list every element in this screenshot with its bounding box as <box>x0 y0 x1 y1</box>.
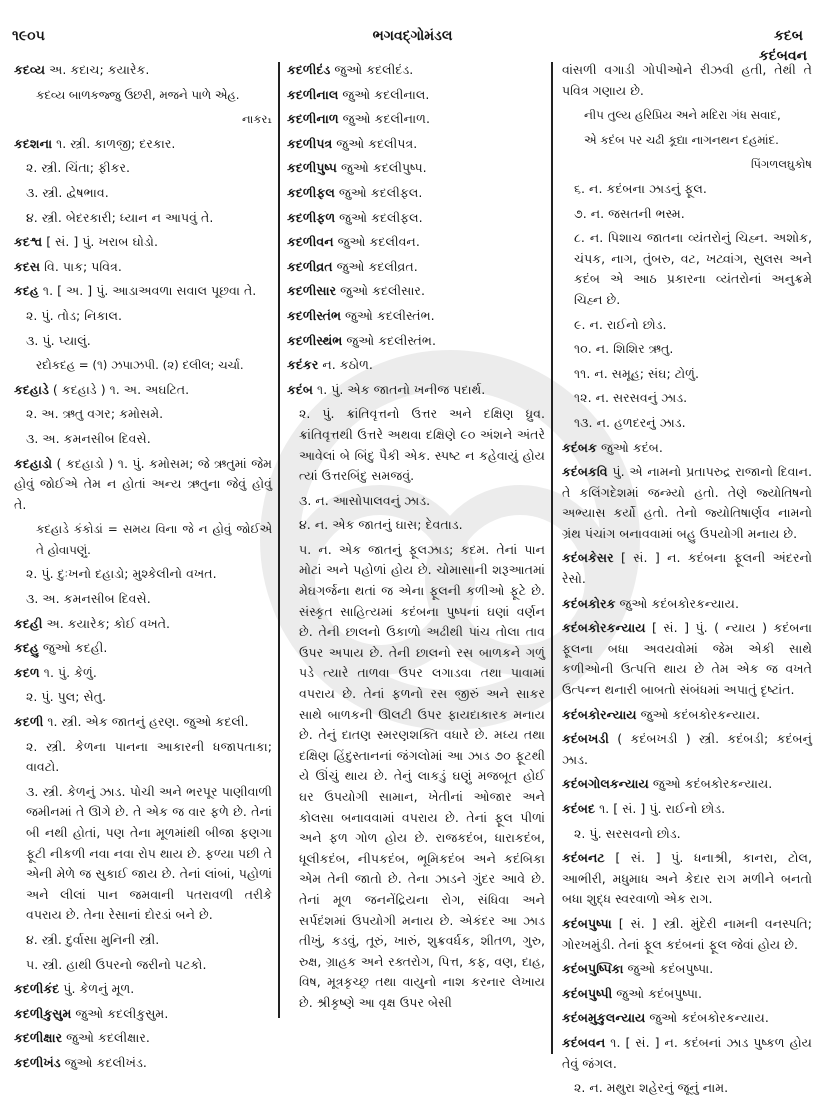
headword: કદળીખંડ <box>14 1054 61 1070</box>
sense-definition: ૩. પું. પ્યાલું. <box>26 332 91 348</box>
definition: જુઓ કદલીકુસુમ. <box>71 1005 169 1021</box>
definition: જુઓ કદહી. <box>38 640 108 656</box>
dictionary-entry <box>14 1028 272 1049</box>
headword: કદંબપુષ્પિકા <box>562 961 624 977</box>
dictionary-entry <box>14 712 272 733</box>
page-number: ૧૯૦૫ <box>12 28 45 44</box>
guide-word-first: કદબ <box>774 28 803 44</box>
quote-attribution: પિંગળલઘુકોષ <box>750 157 812 172</box>
definition: જુઓ કદલીફલ. <box>334 184 423 200</box>
headword: કદળીપત્ર <box>287 135 333 151</box>
dictionary-entry <box>562 799 812 820</box>
headword: કદંબકોરકન્યાય <box>562 620 646 636</box>
headword: કદસ <box>14 258 41 274</box>
sense-definition: ૨. પું. તોડ; નિકાલ. <box>26 307 122 323</box>
headword: કદંબનટ <box>562 850 605 866</box>
definition: ૧. [ સં. ] પું. રાઈનો છોડ. <box>595 801 726 816</box>
dictionary-entry <box>14 454 272 516</box>
column-divider <box>278 62 280 1018</box>
dictionary-entry <box>287 380 545 401</box>
dictionary-entry <box>14 257 272 278</box>
headword: કદંબકવિ <box>562 464 608 480</box>
dictionary-entry <box>287 109 545 130</box>
dictionary-entry <box>562 594 812 615</box>
dictionary-entry <box>287 331 545 352</box>
sense-definition: ૪. સ્ત્રી. દુર્વાસા મુનિની સ્ત્રી. <box>26 931 160 947</box>
dictionary-entry <box>14 663 272 684</box>
headword: કદંબવન <box>562 1034 606 1050</box>
definition: જુઓ કદલીપત્ર. <box>332 135 418 151</box>
headword: કદંબકેસર <box>562 550 614 566</box>
definition: [ સં. ] પું. ધનાશ્રી, કાનરા, ટોલ, આભીરી, મધુમાધ અને કેદાર રાગ મળીને બનતો બધા શુદ્ધ સ્વરવાળો એક રાગ. <box>562 850 812 907</box>
sense-definition: ૨. પું. સરસવનો છોડ. <box>574 825 681 841</box>
definition: જુઓ કદલીદંડ. <box>330 62 414 77</box>
dictionary-entry <box>14 134 272 155</box>
sense-definition: ૨. સ્ત્રી. ચિંતા; ફીકર. <box>26 160 131 176</box>
headword: કદળીનાળ <box>287 111 339 127</box>
dictionary-entry <box>14 1004 272 1025</box>
dictionary-entry <box>562 729 812 770</box>
definition: જુઓ કદંબ. <box>596 439 663 455</box>
dictionary-entry <box>562 705 812 726</box>
definition: ૧. [ સં. ] ન. કદંબનાં ઝાડ પુષ્કળ હોય તેવું જંગલ. <box>562 1034 812 1071</box>
definition: જુઓ કદંબકોરકન્યાય. <box>636 706 761 722</box>
definition: જુઓ કદંબકોરકન્યાય. <box>645 1010 769 1026</box>
headword: કદંબક <box>562 439 597 455</box>
sense-definition: ૩. અ. કમનસીબ દિવસે. <box>26 591 151 607</box>
definition: જુઓ કદલીનાલ. <box>338 86 430 102</box>
sense-definition: ૪. ન. એક જાતનું ઘાસ; દેવતાડ. <box>299 517 463 533</box>
headword: કદહાડો <box>14 455 53 471</box>
sense-definition: ૩. સ્ત્રી. દ્વેષભાવ. <box>26 184 109 200</box>
sense-definition: ૧૨. ન. સરસવનું ઝાડ. <box>574 390 688 406</box>
headword: કદંબગોલકન્યાય <box>562 776 649 792</box>
dictionary-entry <box>562 548 812 589</box>
sense-definition: ૯. ન. રાઈનો છોડ. <box>574 316 667 332</box>
definition: [ સં. ] પું. ( ન્યાય ) કદંબના ફૂલના બધા અવયવોમાં જેમ એકી સાથે કળીઓની ઉત્પત્તિ થાય છે તેમ એક જ વખતે ઉત્પન્ન થનારી બાબતો સંબંધમાં અપાતું દૃષ્ટાંત. <box>562 620 812 698</box>
sense-definition: ૧૦. ન. શિશિર ઋતુ. <box>574 341 674 357</box>
headword: કદહી <box>14 615 43 631</box>
dictionary-entry <box>14 281 272 302</box>
sense-definition: ૬. ન. કદંબના ઝાડનું ફૂલ. <box>574 180 707 196</box>
definition: ૧. [ અ. ] પું. આડાઅવળા સવાલ પૂછવા તે. <box>38 283 257 299</box>
dictionary-entry <box>287 232 545 253</box>
dictionary-entry <box>562 1033 812 1074</box>
definition: ૧. સ્ત્રી. કાળજી; દરકાર. <box>52 135 176 151</box>
page-title: ભગવદ્ગોમંડલ <box>372 28 453 44</box>
dictionary-entry <box>562 959 812 980</box>
definition: જુઓ કદંબપુષ્પા. <box>623 961 714 977</box>
headword: કદળીવન <box>287 234 334 250</box>
definition: જુઓ કદલીફલ. <box>335 209 423 225</box>
dictionary-entry <box>562 774 812 795</box>
definition: જુઓ કદલીસ્તંભ. <box>342 332 436 348</box>
headword: કદહુ <box>14 640 39 656</box>
dictionary-entry <box>14 638 272 659</box>
headword: કદળીકુસુમ <box>14 1005 72 1021</box>
headword: કદહ <box>14 283 39 299</box>
dictionary-entry <box>287 208 545 229</box>
headword: કદળીફલ <box>287 184 335 200</box>
headword: કદળીસ્તંભ <box>287 307 342 323</box>
continued-definition: વાંસળી વગાડી ગોપીઓને રીઝવી હતી, તેથી તે પવિત્ર ગણાય છે. <box>562 62 812 98</box>
sense-definition: ૩. અ. કમનસીબ દિવસે. <box>26 430 151 446</box>
headword: કદળ <box>14 664 40 680</box>
dictionary-column-2 <box>287 60 545 1103</box>
definition: ૧. પું. એક જાતનો ખનીજ પદાર્થ. <box>313 381 486 397</box>
quote-attribution: નાકર₁ <box>241 112 272 127</box>
page-header <box>0 14 825 64</box>
definition: વિ. પાક; પવિત્ર. <box>40 258 122 274</box>
column-divider <box>551 62 553 1054</box>
definition: પું. કેળનું મૂળ. <box>59 981 135 997</box>
dictionary-entry <box>562 984 812 1005</box>
headword: કદળીદંડ <box>287 62 331 77</box>
dictionary-entry <box>562 438 812 459</box>
headword: કદંબમુકુલન્યાય <box>562 1010 646 1026</box>
definition: અ. કયારેક; કોઈ વખતે. <box>42 615 171 631</box>
definition: જુઓ કદંબકોરકન્યાય. <box>648 776 773 792</box>
dictionary-entry <box>14 232 272 253</box>
dictionary-entry <box>14 60 272 81</box>
definition: જુઓ કદલીસાર. <box>336 283 425 299</box>
headword: કદળીસાર <box>287 283 337 299</box>
dictionary-entry <box>287 158 545 179</box>
headword: કદંબખડી <box>562 731 609 747</box>
dictionary-entry <box>14 380 272 401</box>
headword: કદળીફળ <box>287 209 336 225</box>
definition: જુઓ કદંબકોરકન્યાય. <box>615 595 739 611</box>
dictionary-entry <box>562 914 812 955</box>
dictionary-entry <box>287 306 545 327</box>
definition: [ સં. ] સ્ત્રી. મુંદેરી નામની વનસ્પતિ; ગોરખમુંડી. તેનાં ફૂલ કદંબનાં ફૂલ જેવાં હોય છે. <box>562 915 812 952</box>
sense-definition: ૨. અ. ઋતુ વગર; કમોસમે. <box>26 406 164 422</box>
headword: કદળીપુષ્પ <box>287 160 337 176</box>
headword: કદશના <box>14 135 53 151</box>
headword: કદંબપુષ્પી <box>562 985 613 1001</box>
guide-word-last: કદંબવન <box>758 48 807 64</box>
definition: ( કદહાડો ) ૧. પું. કમોસમ; જે ઋતુમાં જેમ હોવું જોઈએ તેમ ન હોતાં અન્ય ઋતુના જેવું હોવું તે. <box>14 455 272 512</box>
definition: [ સં. ] ન. કદંબના ફૂલની અંદરનો રેસો. <box>562 550 812 587</box>
definition: અ. કદાચ; કયારેક. <box>45 62 150 77</box>
dictionary-entry <box>14 979 272 1000</box>
definition: જુઓ કદલીખંડ. <box>60 1054 147 1070</box>
dictionary-entry <box>562 848 812 910</box>
headword: કદંબદ <box>562 801 596 816</box>
definition: જુઓ કદલીપુષ્પ. <box>337 160 427 176</box>
dictionary-entry <box>287 257 545 278</box>
headword: કદળીકંદ <box>14 981 60 997</box>
headword: કદંબ <box>287 381 314 397</box>
headword: કદળીનાલ <box>287 86 339 102</box>
sense-definition: ૧૧. ન. સમૂહ; સંઘ; ટોળું. <box>574 365 700 381</box>
sense-definition: ૫. સ્ત્રી. હાથી ઉપરનો જરીનો પટકો. <box>26 956 207 972</box>
dictionary-entry <box>562 1008 812 1029</box>
dictionary-entry <box>14 614 272 635</box>
usage-quote: કદહાડે કંકોડાં = સમય વિના જે ન હોવું જોઈએ તે હોવાપણું. <box>36 522 272 557</box>
headword: કદળી <box>14 714 44 730</box>
sense-definition: ૩. ન. આસોપાલવનું ઝાડ. <box>299 492 431 508</box>
dictionary-entry <box>287 281 545 302</box>
headword: કદંબપુષ્પા <box>562 915 612 931</box>
headword: કદવ્ય <box>14 62 46 77</box>
usage-quote: કદવ્ય બાળકજ્જુ ઉછરી, મજને પાળે એહ. <box>36 87 240 102</box>
definition: જુઓ કદલીસ્તંભ. <box>341 307 435 323</box>
definition: જુઓ કદલીવ્રત. <box>332 258 418 274</box>
headword: કદળીક્ષાર <box>14 1030 63 1046</box>
sense-definition: ૪. સ્ત્રી. બેદરકારી; ધ્યાન ન આપવું તે. <box>26 209 214 225</box>
definition: [ સં. ] પું. ખરાબ ઘોડો. <box>42 234 158 250</box>
sense-definition: ૫. ન. એક જાતનું ફૂલઝાડ; કદમ. તેનાં પાન મોટાં અને પહોળાં હોય છે. ચોમાસાની શરૂઆતમાં મેઘગર્જના થતાં જ એના ફૂલની કળીઓ ફૂટે છે. સંસ્કૃત સાહિત્યમાં કદંબના પુષ્પનાં ઘણાં વર્ણન છે. તેની છાલનો ઉકાળો અઢીથી પાંચ તોલા તાવ ઉપર અપાય છે. તેની છાલનો રસ બાળકને ગળું પડે ત્યારે તાળવા ઉપર લગાડવા તથા પાવામાં વપરાય છે. તેનાં ફળનો રસ જીરું અને સાકર સાથે બાળકની ઊલટી ઉપર ફાયદાકારક મનાય છે. તેનું દાતણ સ્મરણશક્તિ વધારે છે. મધ્ય તથા દક્ષિણ હિંદુસ્તાનનાં જંગલોમાં આ ઝાડ ૭૦ ફૂટથી યે ઊંચું થાય છે. તેનું લાકડું ઘણું મજબૂત હોઈ ઘર ઉપયોગી સામાન, ખેતીનાં ઓજાર અને કોલસા બનાવવામાં વપરાય છે. તેનાં ફૂલ પીળાં અને ફળ ગોળ હોય છે. રાજકદંબ, ધારાકદંબ, ધૂલીકદંબ, નીપકદંબ, ભૂમિકદંબ અને કદંબિકા એમ તેની જાતો છે. તેના ઝાડને ગુંદર આવે છે. તેનાં મૂળ જનનેંદ્રિયના રોગ, સંધિવા અને સર્પદંશમાં ઉપયોગી મનાય છે. એકંદર આ ઝાડ તીખું, કડવું, તૂરું, ખારું, શુક્રવર્ધક, શીતળ, ગુરુ, રુક્ષ, ગ્રાહક અને રક્તરોગ, પિત્ત, કફ, વણ, દાહ, વિષ, મૂત્રકૃચ્છ્ર તથા વાયુનો નાશ કરનાર લેખાય છે. શ્રીકૃષ્ણે આ વૃક્ષ ઉપર બેસી <box>299 541 545 1010</box>
definition: ન. કઠોળ. <box>318 357 373 373</box>
sense-definition: ૧૩. ન. હળદરનું ઝાડ. <box>574 414 686 430</box>
definition: જુઓ કદલીવન. <box>333 234 420 250</box>
dictionary-entry <box>14 1053 272 1074</box>
dictionary-entry <box>287 134 545 155</box>
sense-definition: ૨. સ્ત્રી. કેળના પાનના આકારની ધજાપતાકા; વાવટો. <box>26 738 272 775</box>
headword: કદળીસ્થંભ <box>287 332 343 348</box>
usage-quote: એ કદંબ પર ચઢી કૂદ્યા નાગનથન દહમાંદ. <box>584 132 779 147</box>
usage-quote: રદોકદહ = (૧) ઝપાઝપી. (૨) દલીલ; ચર્ચા. <box>36 358 244 373</box>
headword: કદહાડે <box>14 381 49 397</box>
sense-definition: ૩. સ્ત્રી. કેળનું ઝાડ. પોચી અને ભરપૂર પાણીવાળી જમીનમાં તે ઊગે છે. તે એક જ વાર ફળે છે. તેનાં બી નથી હોતાં, પણ તેના મૂળમાંથી બીજા ફણગા ફૂટી નીકળી નવા નવા રોપ થાય છે. ફળ્યા પછી તે એની મેળે જ સુકાઈ જાય છે. તેનાં લાંબાં, પહોળાં અને લીલાં પાન જમવાની પતરાવળી તરીકે વપરાય છે. તેના રેસાનાં દોરડાં બને છે. <box>26 783 272 923</box>
dictionary-entry <box>562 618 812 700</box>
headword: કદંબકોરક <box>562 595 616 611</box>
sense-definition: ૮. ન. પિશાચ જાતના વ્યંતરોનું ચિહ્ન. અશોક, ચંપક, નાગ, તુંબરુ, વટ, ખટ્વાંગ, સુલસ અને કદંબ એ આઠ પ્રકારના વ્યંતરોનાં અનુક્રમે ચિહ્ન છે. <box>574 230 812 307</box>
dictionary-entry <box>287 183 545 204</box>
usage-quote: નીપ તુલ્ય હરિપ્રિય અને મદિરા ગંધ સવાદ, <box>584 108 781 123</box>
sense-definition: ૨. પું. ક્રાંતિવૃત્તનો ઉત્તર અને દક્ષિણ ધ્રુવ. ક્રાંતિવૃત્તથી ઉત્તરે અથવા દક્ષિણે ૯૦ અંશને અંતરે આવેલાં બે બિંદુ પૈકી એક. સ્પષ્ટ ન કહેવાયું હોય ત્યાં ઉત્તરબિંદુ સમજવું. <box>299 406 545 484</box>
dictionary-column-1 <box>14 60 272 1103</box>
definition: ૧. પું. કેળું. <box>39 664 97 680</box>
sense-definition: ૭. ન. જસતની ભસ્મ. <box>574 205 685 221</box>
definition: જુઓ કદંબપુષ્પા. <box>612 985 702 1001</box>
sense-definition: ૨. પું. પુલ; સેતુ. <box>26 689 107 705</box>
headword: કદશ્વ <box>14 234 43 250</box>
headword: કદંકર <box>287 357 319 373</box>
dictionary-entry <box>287 60 545 81</box>
sense-definition: ૨. પું. દુઃખનો દહાડો; મુશ્કેલીનો વખત. <box>26 566 217 582</box>
headword: કદંબકોરન્યાય <box>562 706 637 722</box>
definition: ( કદંબખડી ) સ્ત્રી. કદંબડી; કદંબનું ઝાડ. <box>562 731 812 767</box>
definition: ( કદહાડે ) ૧. અ. અઘટિત. <box>48 381 190 397</box>
dictionary-entry <box>562 462 812 544</box>
definition: ૧. સ્ત્રી. એક જાતનું હરણ. જુઓ કદલી. <box>43 714 249 730</box>
dictionary-entry <box>287 85 545 106</box>
dictionary-entry <box>287 355 545 376</box>
definition: પું. એ નામનો પ્રતાપરુદ્ર રાજાનો દિવાન. તે કલિંગદેશમાં જન્મ્યો હતો. તેણે જ્યોતિષનો અભ્યાસ કર્યો હતો. તેનો જ્યોતિષાર્ણવ નામનો ગ્રંથ પંચાંગ બનાવવામાં બહુ ઉપયોગી મનાય છે. <box>562 464 812 541</box>
sense-definition: ૨. ન. મથુરા શહેરનું જૂનું નામ. <box>574 1080 729 1096</box>
dictionary-column-3 <box>562 60 812 1103</box>
definition: જુઓ કદલીનાળ. <box>338 111 430 127</box>
headword: કદળીવ્રત <box>287 258 333 274</box>
definition: જુઓ કદલીક્ષાર. <box>62 1030 150 1046</box>
